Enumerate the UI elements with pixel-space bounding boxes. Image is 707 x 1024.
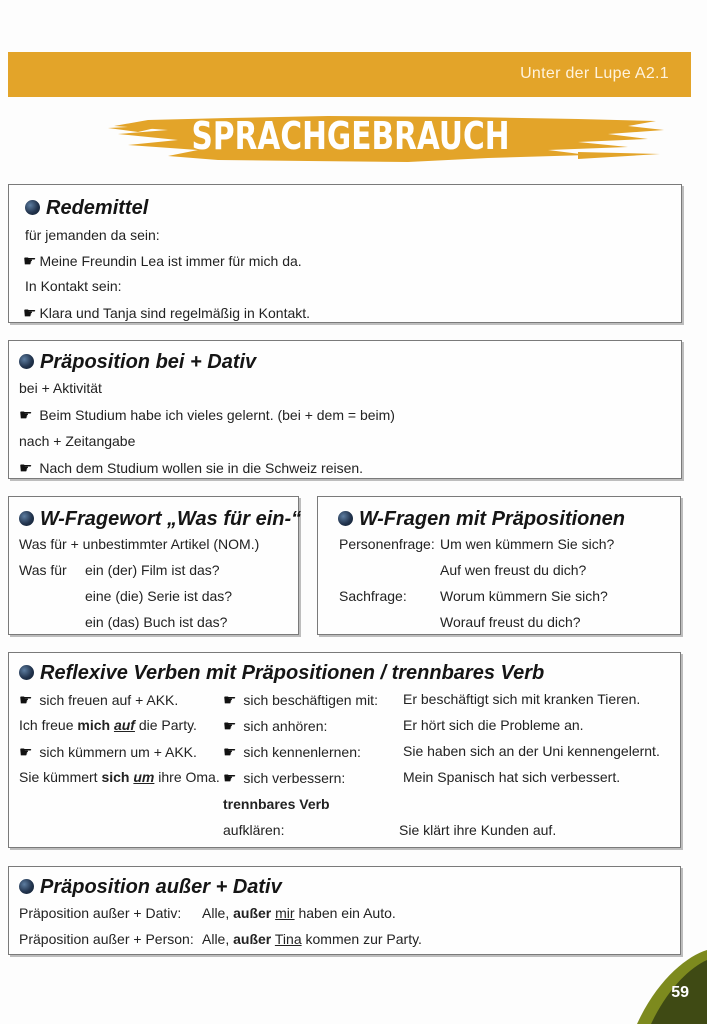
pointing-hand-icon: ☛ [19, 460, 33, 477]
box-redemittel [8, 184, 682, 323]
example-line: Mein Spanisch hat sich verbessert. [403, 769, 621, 785]
pointing-hand-icon: ☛ [223, 718, 237, 735]
example-line: ein (der) Film ist das? [85, 562, 220, 578]
box-title: W-Fragen mit Präpositionen [338, 508, 625, 531]
page-title: SPRACHGEBRAUCH [191, 114, 510, 158]
pointing-hand-icon: ☛ [19, 407, 33, 424]
banner-text: Unter der Lupe A2.1 [520, 65, 669, 82]
example-line: Sie haben sich an der Uni kennengelernt. [403, 743, 660, 759]
pointing-hand-icon: ☛ [223, 744, 237, 761]
text-line: für jemanden da sein: [25, 227, 160, 243]
example-line: ☛ sich freuen auf + AKK. [19, 692, 179, 709]
bullet-icon [19, 665, 34, 680]
example-line: Worum kümmern Sie sich? [440, 588, 608, 604]
pointing-hand-icon: ☛ [223, 692, 237, 709]
verb-line: ☛ sich verbessern: [223, 770, 346, 787]
header-banner [8, 52, 691, 97]
example-line: Ich freue mich auf die Party. [19, 717, 197, 733]
pointing-hand-icon: ☛ [23, 253, 37, 270]
text-line: In Kontakt sein: [25, 278, 122, 294]
verb-line: ☛ sich kennenlernen: [223, 744, 361, 761]
example-line: Worauf freust du dich? [440, 614, 581, 630]
box-w-fragen [317, 496, 681, 635]
text-line: Präposition außer + Person: [19, 931, 194, 947]
bullet-icon [19, 879, 34, 894]
text-line: Was für + unbestimmter Artikel (NOM.) [19, 536, 260, 552]
box-title: W-Fragewort „Was für ein-“ [19, 508, 301, 531]
text-line: Präposition außer + Dativ: [19, 905, 182, 921]
verb-line: ☛ sich anhören: [223, 718, 328, 735]
subheading: trennbares Verb [223, 796, 330, 812]
example-line: ☛ Beim Studium habe ich vieles gelernt. (bei + dem = beim) [19, 407, 395, 424]
page-number: 59 [671, 984, 689, 1001]
box-was-fuer-ein [8, 496, 302, 635]
bullet-icon [19, 354, 34, 369]
bullet-icon [19, 511, 34, 526]
pointing-hand-icon: ☛ [19, 744, 33, 761]
pointing-hand-icon: ☛ [23, 305, 37, 322]
example-line: ☛ Klara und Tanja sind regelmäßig in Kontakt. [23, 305, 311, 322]
example-line: Sie kümmert sich um ihre Oma. [19, 769, 220, 785]
example-line: ☛ Meine Freundin Lea ist immer für mich da. [23, 253, 302, 270]
example-line: ☛ sich kümmern um + AKK. [19, 744, 197, 761]
text-line: Was für [19, 562, 67, 578]
example-line: ☛ Nach dem Studium wollen sie in die Schweiz reisen. [19, 460, 364, 477]
example-line: Er hört sich die Probleme an. [403, 717, 584, 733]
text-line: nach + Zeitangabe [19, 433, 136, 449]
example-line: ein (das) Buch ist das? [85, 614, 228, 630]
example-line: eine (die) Serie ist das? [85, 588, 233, 604]
example-line: Alle, außer Tina kommen zur Party. [202, 931, 422, 947]
bullet-icon [25, 200, 40, 215]
example-line: Um wen kümmern Sie sich? [440, 536, 615, 552]
box-praeposition-bei [8, 340, 682, 479]
pointing-hand-icon: ☛ [223, 770, 237, 787]
example-line: Sie klärt ihre Kunden auf. [399, 822, 557, 838]
text-line: Sachfrage: [339, 588, 407, 604]
text-line: bei + Aktivität [19, 380, 102, 396]
pointing-hand-icon: ☛ [19, 692, 33, 709]
text-line: Personenfrage: [339, 536, 435, 552]
box-title: Reflexive Verben mit Präpositionen / trennbares Verb [19, 662, 544, 685]
page-corner [617, 950, 707, 1024]
box-title: Präposition bei + Dativ [19, 351, 256, 374]
box-praeposition-ausser [8, 866, 681, 955]
box-title: Präposition außer + Dativ [19, 876, 282, 899]
example-line: Auf wen freust du dich? [440, 562, 587, 578]
box-title: Redemittel [25, 197, 148, 220]
box-reflexive-verben [8, 652, 681, 848]
verb-line: aufklären: [223, 822, 285, 838]
example-line: Er beschäftigt sich mit kranken Tieren. [403, 691, 641, 707]
bullet-icon [338, 511, 353, 526]
verb-line: ☛ sich beschäftigen mit: [223, 692, 378, 709]
example-line: Alle, außer mir haben ein Auto. [202, 905, 396, 921]
